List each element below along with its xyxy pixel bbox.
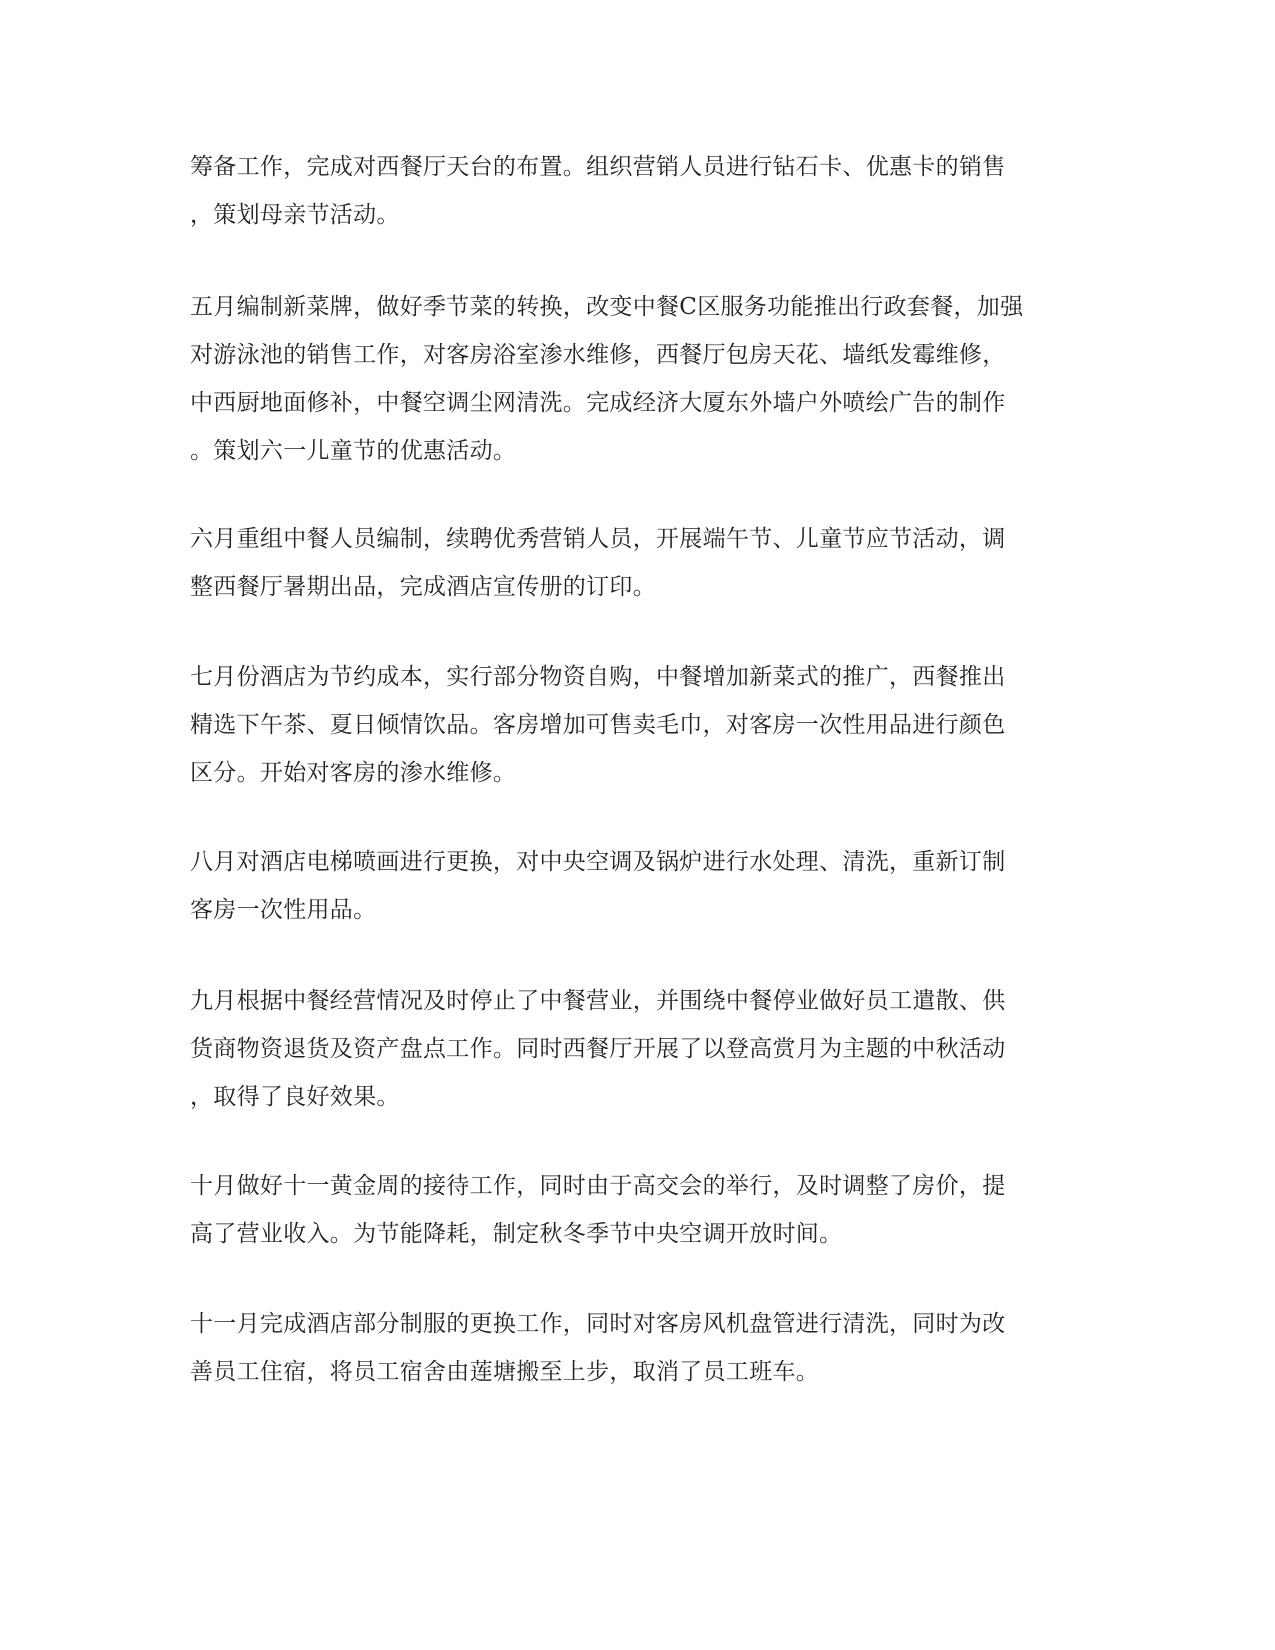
paragraph-july bbox=[190, 653, 1070, 797]
paragraph-september bbox=[190, 977, 1070, 1121]
text-line: 九月根据中餐经营情况及时停止了中餐营业，并围绕中餐停业做好员工遣散、供 bbox=[190, 988, 1006, 1014]
text-line: 货商物资退货及资产盘点工作。同时西餐厅开展了以登高赏月为主题的中秋活动 bbox=[190, 1036, 1006, 1062]
text-line: 十月做好十一黄金周的接待工作，同时由于高交会的举行，及时调整了房价，提 bbox=[190, 1173, 1006, 1199]
paragraph-november bbox=[190, 1300, 1070, 1396]
text-line: 客房一次性用品。 bbox=[190, 897, 377, 923]
text-line: ，策划母亲节活动。 bbox=[190, 202, 400, 228]
paragraph-june bbox=[190, 515, 1070, 611]
text-line: 对游泳池的销售工作，对客房浴室渗水维修，西餐厅包房天花、墙纸发霉维修， bbox=[190, 342, 1006, 368]
text-line: 高了营业收入。为节能降耗，制定秋冬季节中央空调开放时间。 bbox=[190, 1221, 843, 1247]
paragraph-august bbox=[190, 838, 1070, 934]
text-line: 精选下午茶、夏日倾情饮品。客房增加可售卖毛巾，对客房一次性用品进行颜色 bbox=[190, 712, 1006, 738]
text-line: 整西餐厅暑期出品，完成酒店宣传册的订印。 bbox=[190, 574, 656, 600]
text-line: 。策划六一儿童节的优惠活动。 bbox=[190, 438, 517, 464]
text-line: 五月编制新菜牌，做好季节菜的转换，改变中餐C区服务功能推出行政套餐，加强 bbox=[190, 294, 1024, 320]
text-line: 善员工住宿，将员工宿舍由莲塘搬至上步，取消了员工班车。 bbox=[190, 1359, 820, 1385]
text-line: 筹备工作，完成对西餐厅天台的布置。组织营销人员进行钻石卡、优惠卡的销售 bbox=[190, 154, 1006, 180]
text-line: 八月对酒店电梯喷画进行更换，对中央空调及锅炉进行水处理、清洗，重新订制 bbox=[190, 849, 1006, 875]
text-line: 中西厨地面修补，中餐空调尘网清洗。完成经济大厦东外墙户外喷绘广告的制作 bbox=[190, 390, 1006, 416]
text-line: 七月份酒店为节约成本，实行部分物资自购，中餐增加新菜式的推广，西餐推出 bbox=[190, 664, 1006, 690]
text-line: 六月重组中餐人员编制，续聘优秀营销人员，开展端午节、儿童节应节活动，调 bbox=[190, 526, 1006, 552]
text-line: 十一月完成酒店部分制服的更换工作，同时对客房风机盘管进行清洗，同时为改 bbox=[190, 1311, 1006, 1337]
paragraph-may bbox=[190, 283, 1070, 475]
paragraph-october bbox=[190, 1162, 1070, 1258]
text-line: 区分。开始对客房的渗水维修。 bbox=[190, 760, 517, 786]
text-line: ，取得了良好效果。 bbox=[190, 1084, 400, 1110]
paragraph-april-continued bbox=[190, 143, 1070, 239]
